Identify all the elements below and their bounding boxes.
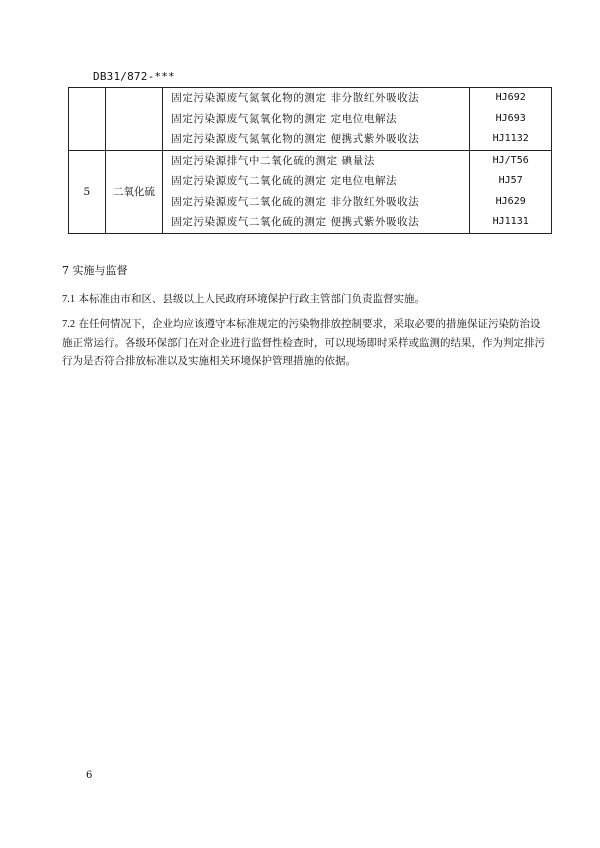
- method-name: 固定污染源废气氮氧化物的测定 非分散红外吸收法: [171, 92, 420, 104]
- method-name: 固定污染源废气氮氧化物的测定 定电位电解法: [171, 112, 398, 125]
- document-number: DB31/872-***: [93, 70, 175, 83]
- standard-code: HJ1131: [492, 216, 529, 227]
- standard-code: HJ692: [495, 92, 526, 103]
- method-name: 固定污染源废气二氧化硫的测定 便携式紫外吸收法: [171, 216, 420, 228]
- clause-text: 在任何情况下，企业均应该遵守本标准规定的污染物排放控制要求，采取必要的措施保证污染防治设施正常运行。各级环保部门在对企业进行监督性检查时，可以现场即时采样或监测的结果，作为判定排污行为是否符合排放标准以及实施相关环境保护管理措施的依据。: [62, 318, 545, 367]
- method-cell: [163, 88, 470, 151]
- pollutant-name-cell: 二氧化硫: [105, 150, 162, 233]
- page-number: 6: [86, 770, 93, 781]
- standard-code: HJ693: [495, 112, 526, 124]
- method-name: 固定污染源废气二氧化硫的测定 非分散红外吸收法: [171, 195, 420, 208]
- standard-code: HJ1132: [492, 133, 529, 144]
- row-number-cell: [69, 88, 106, 151]
- method-name: 固定污染源废气氮氧化物的测定 便携式紫外吸收法: [171, 133, 420, 145]
- method-cell: [163, 150, 470, 233]
- clause-text: 本标准由市和区、县级以上人民政府环境保护行政主管部门负责监督实施。: [75, 293, 425, 305]
- paragraph-7-2: [62, 315, 550, 370]
- section-heading: 7 实施与监督: [62, 264, 128, 277]
- standard-code-cell: [470, 88, 552, 151]
- standard-code: HJ629: [495, 195, 526, 207]
- standard-code: HJ/T56: [492, 154, 529, 166]
- standard-code: HJ57: [498, 175, 523, 186]
- method-name: 固定污染源排气中二氧化硫的测定 碘量法: [171, 154, 375, 167]
- paragraph-7-1: [62, 290, 550, 309]
- pollutant-name-cell: [105, 88, 162, 151]
- row-number-cell: 5: [69, 150, 106, 233]
- test-method-table: [68, 87, 552, 234]
- standard-code-cell: [470, 150, 552, 233]
- table-row: [69, 88, 552, 151]
- clause-number: 7.2: [62, 319, 76, 330]
- method-name: 固定污染源废气二氧化硫的测定 定电位电解法: [171, 175, 398, 187]
- table-row: [69, 150, 552, 233]
- clause-number: 7.1: [62, 294, 76, 305]
